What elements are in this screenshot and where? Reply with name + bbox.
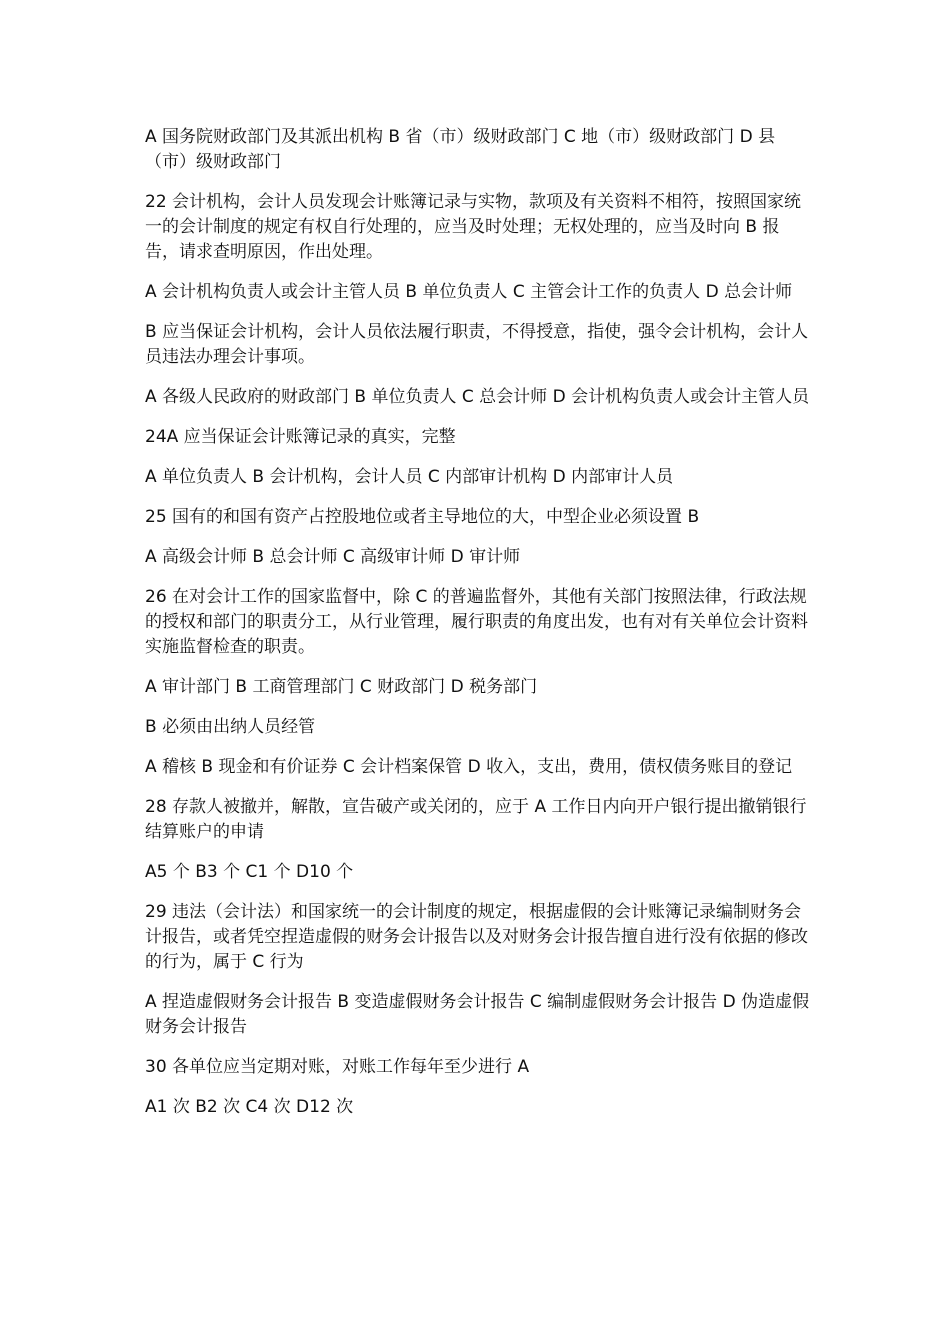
question-24: 24A 应当保证会计账簿记录的真实，完整 [145, 427, 456, 447]
question-25: 25 国有的和国有资产占控股地位或者主导地位的大，中型企业必须设置 B [145, 507, 700, 527]
answer-options-28: A5 个 B3 个 C1 个 D10 个 [145, 862, 354, 882]
question-22: 22 会计机构，会计人员发现会计账簿记录与实物，款项及有关资料不相符，按照国家统一的会计制度的规定有权自行处理的，应当及时处理；无权处理的，应当及时向 B 报告，请求查明原因，作出处理。 [145, 192, 802, 262]
answer-options-30: A1 次 B2 次 C4 次 D12 次 [145, 1097, 354, 1117]
answer-options-24: A 单位负责人 B 会计机构，会计人员 C 内部审计机构 D 内部审计人员 [145, 467, 674, 487]
question-30: 30 各单位应当定期对账，对账工作每年至少进行 A [145, 1057, 530, 1077]
answer-options-25: A 高级会计师 B 总会计师 C 高级审计师 D 审计师 [145, 547, 521, 567]
question-26: 26 在对会计工作的国家监督中，除 C 的普遍监督外，其他有关部门按照法律，行政法规的授权和部门的职责分工，从行业管理，履行职责的角度出发，也有对有关单位会计资料实施监督检查的职责。 [145, 587, 808, 657]
answer-options-22: A 会计机构负责人或会计主管人员 B 单位负责人 C 主管会计工作的负责人 D 总会计师 [145, 282, 793, 302]
question-28: 28 存款人被撤并，解散，宣告破产或关闭的，应于 A 工作日内向开户银行提出撤销银行结算账户的申请 [145, 797, 807, 842]
answer-options-21: A 国务院财政部门及其派出机构 B 省（市）级财政部门 C 地（市）级财政部门 D 县（市）级财政部门 [145, 127, 776, 172]
answer-options-23: A 各级人民政府的财政部门 B 单位负责人 C 总会计师 D 会计机构负责人或会计主管人员 [145, 387, 810, 407]
question-23: B 应当保证会计机构，会计人员依法履行职责，不得授意，指使，强令会计机构，会计人员违法办理会计事项。 [145, 322, 809, 367]
question-27: B 必须由出纳人员经管 [145, 717, 316, 737]
answer-options-26: A 审计部门 B 工商管理部门 C 财政部门 D 税务部门 [145, 677, 538, 697]
answer-options-29: A 捏造虚假财务会计报告 B 变造虚假财务会计报告 C 编制虚假财务会计报告 D 伪造虚假财务会计报告 [145, 992, 810, 1037]
question-29: 29 违法（会计法）和国家统一的会计制度的规定，根据虚假的会计账簿记录编制财务会计报告，或者凭空捏造虚假的财务会计报告以及对财务会计报告擅自进行没有依据的修改的行为，属于 C 行为 [145, 902, 808, 972]
answer-options-27: A 稽核 B 现金和有价证券 C 会计档案保管 D 收入，支出，费用，债权债务账目的登记 [145, 757, 793, 777]
document-page [145, 125, 810, 1135]
